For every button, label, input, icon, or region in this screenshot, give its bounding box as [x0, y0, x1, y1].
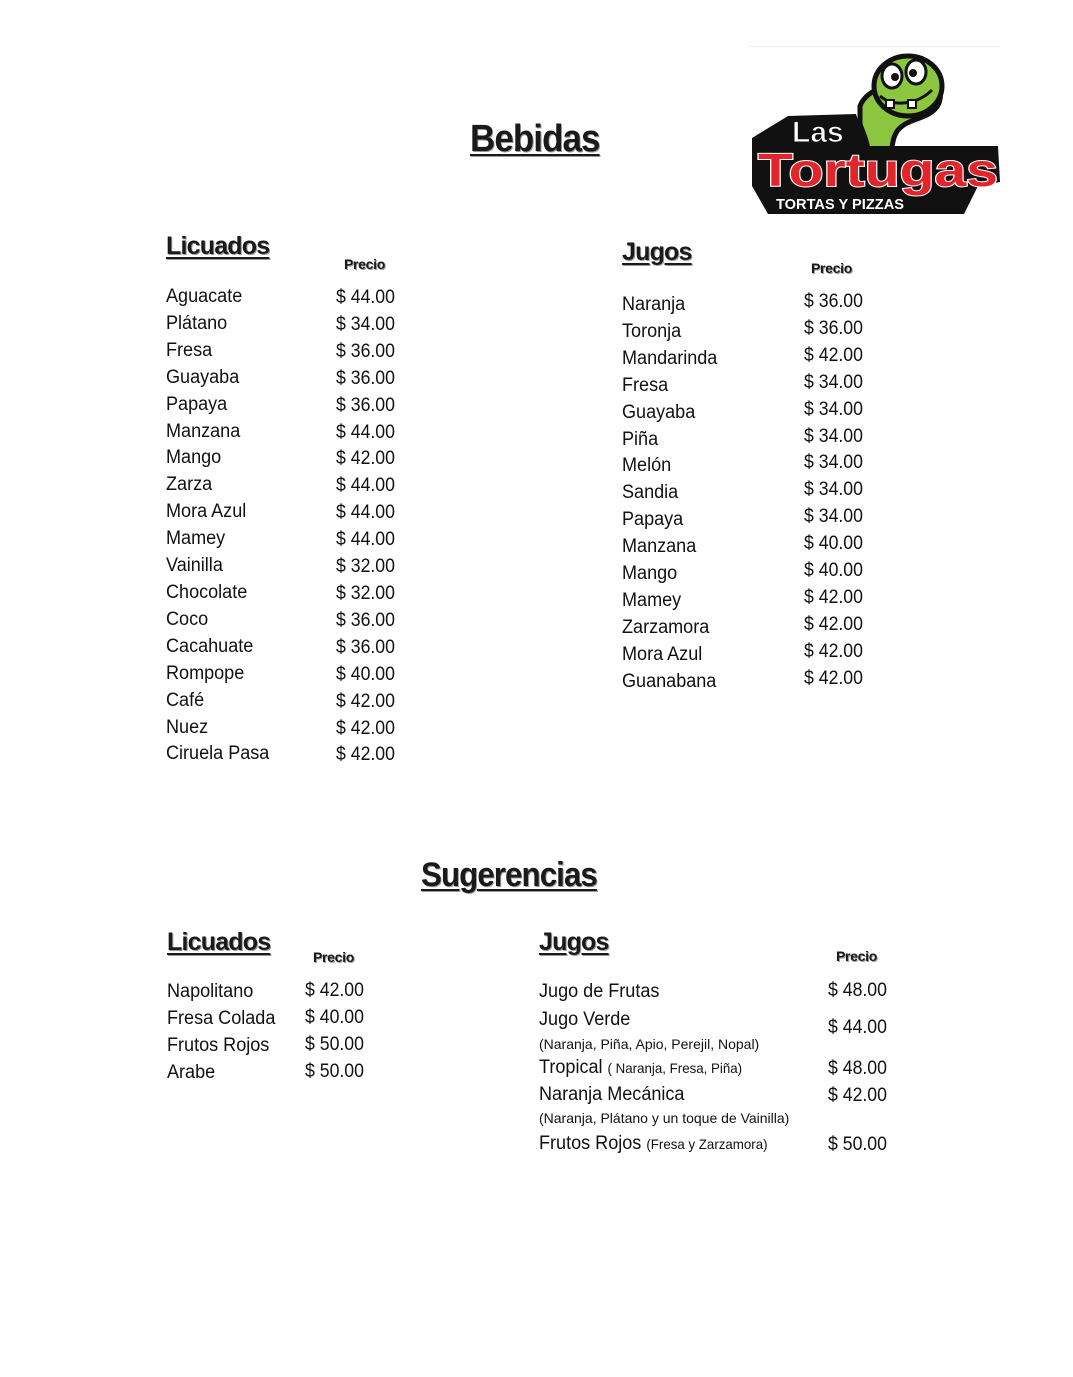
menu-item-price: $ 42.00	[336, 448, 395, 470]
menu-item-name: Melón	[622, 455, 672, 477]
logo-text-tagline: TORTAS Y PIZZAS	[776, 196, 904, 213]
menu-item-name: Café	[166, 689, 205, 711]
menu-item-name: Toronja	[622, 320, 682, 342]
menu-item-name: Manzana	[622, 536, 697, 558]
sug-licuados-names	[167, 979, 281, 1087]
licuados-names	[166, 284, 275, 768]
menu-item-price: $ 36.00	[804, 291, 863, 312]
sug-jugo-name-row	[539, 1055, 742, 1082]
menu-item-price: $ 40.00	[305, 1006, 364, 1028]
menu-item-price: $ 36.00	[336, 340, 395, 362]
logo-text-las: Las	[792, 116, 844, 149]
menu-item-price: $ 42.00	[804, 667, 863, 689]
menu-item-name: Naranja	[622, 294, 686, 315]
las-tortugas-logo	[748, 46, 1003, 218]
menu-item-name: Mora Azul	[622, 643, 703, 665]
sug-jugo-price: $ 42.00	[828, 1085, 887, 1106]
menu-item-name: Mango	[166, 447, 222, 469]
sug-jugo-price: $ 44.00	[828, 1017, 887, 1038]
menu-item-name: Mandarinda	[622, 347, 718, 369]
menu-item-name: Aguacate	[166, 286, 243, 307]
sug-licuados-prices	[305, 978, 368, 1086]
menu-item-name: Mamey	[622, 589, 682, 611]
menu-item-price: $ 34.00	[804, 479, 863, 501]
sug-jugo-price: $ 48.00	[828, 980, 887, 1001]
menu-item-name: Zarza	[166, 474, 213, 496]
menu-item-name: Frutos Rojos	[167, 1034, 270, 1056]
menu-item-price: $ 44.00	[336, 421, 395, 443]
sug-licuados-precio-label: Precio	[313, 949, 354, 965]
menu-item-price: $ 36.00	[336, 609, 395, 631]
jugos-names	[622, 292, 722, 696]
menu-item-price: $ 44.00	[336, 287, 395, 308]
sug-jugo-name: Jugo Verde	[539, 1009, 631, 1030]
menu-item-price: $ 44.00	[336, 529, 395, 551]
menu-item-price: $ 34.00	[804, 452, 863, 474]
menu-item-name: Chocolate	[166, 581, 248, 603]
menu-item-name: Vainilla	[166, 555, 223, 577]
sug-jugo-detail: (Naranja, Piña, Apio, Perejil, Nopal)	[539, 1036, 760, 1052]
menu-item-name: Guanabana	[622, 670, 717, 692]
menu-item-name: Piña	[622, 428, 659, 450]
sug-jugo-name: Jugo de Frutas	[539, 981, 660, 1002]
licuados-precio-label: Precio	[344, 256, 385, 272]
menu-item-name: Manzana	[166, 420, 241, 442]
menu-item-price: $ 42.00	[305, 980, 364, 1001]
sug-jugo-name-row	[539, 1131, 768, 1158]
menu-item-price: $ 42.00	[336, 744, 395, 766]
sugerencias-title: Sugerencias	[421, 856, 597, 894]
menu-item-price: $ 36.00	[336, 367, 395, 389]
menu-item-price: $ 40.00	[804, 560, 863, 582]
sug-jugo-detail: (Naranja, Plátano y un toque de Vainilla)	[539, 1110, 790, 1126]
menu-item-name: Guayaba	[166, 366, 240, 388]
menu-item-name: Papaya	[166, 393, 228, 415]
menu-item-price: $ 36.00	[336, 636, 395, 658]
menu-item-price: $ 36.00	[336, 394, 395, 416]
menu-item-name: Napolitano	[167, 981, 254, 1002]
menu-item-price: $ 34.00	[804, 425, 863, 447]
menu-item-price: $ 34.00	[804, 506, 863, 528]
menu-item-name: Plátano	[166, 312, 228, 334]
sug-jugos-precio-label: Precio	[836, 948, 877, 964]
menu-item-price: $ 42.00	[336, 690, 395, 712]
menu-item-price: $ 36.00	[804, 317, 863, 339]
menu-item-name: Coco	[166, 608, 209, 630]
menu-item-name: Fresa	[166, 339, 213, 361]
menu-item-price: $ 34.00	[804, 398, 863, 420]
menu-item-price: $ 42.00	[336, 717, 395, 739]
menu-item-name: Sandia	[622, 482, 679, 504]
logo-text-tortugas: Tortugas	[758, 144, 998, 196]
sug-jugos-heading: Jugos	[539, 928, 609, 956]
sug-jugo-name: Tropical	[539, 1057, 603, 1078]
menu-item-price: $ 50.00	[305, 1060, 364, 1082]
menu-item-name: Papaya	[622, 509, 684, 531]
sug-jugo-detail: ( Naranja, Fresa, Piña)	[607, 1060, 743, 1076]
sug-jugo-name: Naranja Mecánica	[539, 1084, 685, 1105]
menu-item-name: Arabe	[167, 1061, 216, 1083]
menu-item-price: $ 42.00	[804, 586, 863, 608]
menu-item-name: Zarzamora	[622, 616, 710, 638]
menu-item-name: Cacahuate	[166, 635, 254, 657]
jugos-precio-label: Precio	[811, 260, 852, 276]
sug-jugo-name: Frutos Rojos	[539, 1133, 642, 1154]
menu-item-price: $ 44.00	[336, 502, 395, 524]
sug-licuados-heading: Licuados	[167, 928, 271, 956]
menu-item-name: Fresa	[622, 374, 669, 396]
menu-item-price: $ 42.00	[804, 344, 863, 366]
sug-jugo-price: $ 50.00	[828, 1134, 887, 1155]
menu-item-name: Nuez	[166, 716, 209, 738]
licuados-heading: Licuados	[166, 232, 270, 260]
menu-item-price: $ 42.00	[804, 613, 863, 635]
page-title: Bebidas	[470, 118, 600, 160]
menu-item-name: Mango	[622, 563, 678, 585]
menu-item-price: $ 42.00	[804, 640, 863, 662]
menu-item-price: $ 34.00	[336, 313, 395, 335]
menu-item-name: Rompope	[166, 662, 245, 684]
jugos-prices	[804, 289, 867, 693]
sug-jugo-detail: (Fresa y Zarzamora)	[646, 1136, 768, 1152]
menu-item-name: Mora Azul	[166, 501, 247, 523]
menu-item-price: $ 40.00	[804, 533, 863, 555]
menu-item-name: Guayaba	[622, 401, 696, 423]
menu-item-price: $ 40.00	[336, 663, 395, 685]
licuados-prices	[336, 285, 399, 769]
menu-item-name: Fresa Colada	[167, 1007, 276, 1029]
menu-item-price: $ 34.00	[804, 371, 863, 393]
menu-item-name: Mamey	[166, 528, 226, 550]
menu-item-price: $ 44.00	[336, 475, 395, 497]
menu-item-price: $ 50.00	[305, 1033, 364, 1055]
jugos-heading: Jugos	[622, 238, 692, 266]
sug-jugo-price: $ 48.00	[828, 1058, 887, 1079]
menu-item-price: $ 32.00	[336, 556, 395, 578]
menu-item-name: Ciruela Pasa	[166, 743, 270, 765]
menu-item-price: $ 32.00	[336, 582, 395, 604]
